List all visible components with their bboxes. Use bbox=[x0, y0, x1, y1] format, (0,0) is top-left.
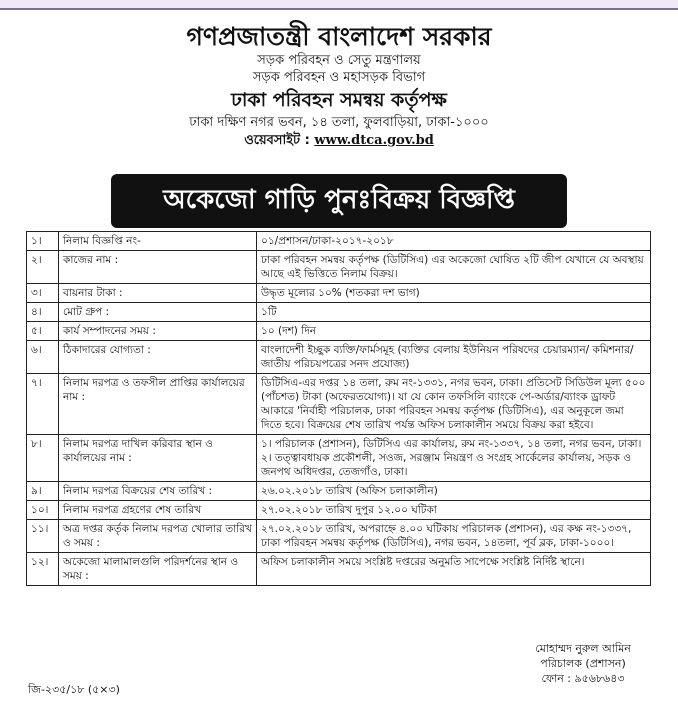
row-label: নিলাম দরপত্র বিক্রয়ের শেষ তারিখ : bbox=[59, 482, 257, 501]
government-title: গণপ্রজাতন্ত্রী বাংলাদেশ সরকার bbox=[186, 22, 492, 51]
table-row bbox=[27, 553, 651, 586]
signatory-designation: পরিচালক (প্রশাসন) bbox=[540, 657, 626, 670]
table-row bbox=[27, 232, 651, 251]
row-value: ২৭.০২.২০১৮ তারিখ, অপরাহ্নে ৪.০০ ঘটিকায় পরিচালক (প্রশাসন), এর কক্ষ নং-১৩৩৭, ঢাকা পরিবহন সমন্বয় কর্তৃপক্ষ (ডিটিসিএ), নগর ভবন, ১৪তলা, পূর্ব ব্লক, ঢাকা-১০০০। bbox=[257, 520, 651, 553]
row-value: উদ্ধৃত মূল্যের ১০% (শতকরা দশ ভাগ) bbox=[257, 284, 651, 303]
website-link[interactable]: www.dtca.gov.bd bbox=[314, 133, 434, 148]
row-number: ৩। bbox=[27, 284, 59, 303]
row-value: ২৭.০২.২০১৮ তারিখ দুপুর ১২.০০ ঘটিকা bbox=[257, 501, 651, 520]
row-value: বাংলাদেশী ইচ্ছুক ব্যক্তি/ফার্মসমূহ (ব্যক্তির বেলায় ইউনিয়ন পরিষদের চেয়ারম্যান/ কমিশনার/ জাতীয় পরিচয়পত্রের সনদ প্রযোজ্য) bbox=[257, 341, 651, 374]
table-row bbox=[27, 501, 651, 520]
row-value: ১০ (দশ) দিন bbox=[257, 322, 651, 341]
notice-details-body bbox=[27, 232, 651, 586]
row-value: ২৬.০২.২০১৮ তারিখ (অফিস চলাকালীন) bbox=[257, 482, 651, 501]
row-label: নিলাম দরপত্র দাখিল করিবার স্থান ও কার্যালয়ের নাম : bbox=[59, 435, 257, 482]
row-label: মোট গ্রুপ : bbox=[59, 303, 257, 322]
row-label: কাজের নাম : bbox=[59, 251, 257, 284]
table-row bbox=[27, 374, 651, 435]
notice-details-table bbox=[26, 231, 651, 586]
division-name: সড়ক পরিবহন ও মহাসড়ক বিভাগ bbox=[252, 70, 426, 85]
table-row bbox=[27, 341, 651, 374]
row-label: অকেজো মালামালগুলি পরিদর্শনের স্থান ও সময় : bbox=[59, 553, 257, 586]
row-value: ডিটিসিএ-এর দপ্তর ১৪ তলা, রুম নং-১৩৩১, নগর ভবন, ঢাকা। প্রতিসেট সিডিউল মূল্য ৫০০ (পাঁচশত) টাকা (অফেরতযোগ্য)। যা যে কোন তফসিলি ব্যাংকে পে-অর্ডার/ব্যাংক ড্রাফট আকারে 'নির্বাহী পরিচালক, ঢাকা পরিবহন সমন্বয় কর্তৃপক্ষ (ডিটিসিএ), এর অনুকূলে জমা দিতে হবে। বিক্রয়ের শেষ তারিখ পর্যন্ত অফিস চলাকালীন সময়ে বিক্রয় করা হইবে। bbox=[257, 374, 651, 435]
signatory-phone: ফোন : ৯৫৬৮৬৪৩ bbox=[541, 672, 625, 685]
row-value: ১। পরিচালক (প্রশাসন), ডিটিসিএ এর কার্যালয়, রুম নং-১৩৩৭, ১৪ তলা, নগর ভবন, ঢাকা। ২। তত্ত্বাবধায়ক প্রকৌশলী, সওজ, সরঞ্জাম নিয়ন্ত্রণ ও সংগ্রহ সার্কেলের কার্যালয়, সড়ক ও জনপথ অধিদপ্তর, তেজগাঁও, ঢাকা। bbox=[257, 435, 651, 482]
row-label: নিলাম দরপত্র গ্রহণের শেষ তারিখ bbox=[59, 501, 257, 520]
row-label: অত্র দপ্তর কর্তৃক নিলাম দরপত্র খোলার তারিখ ও সময় : bbox=[59, 520, 257, 553]
row-number: ৭। bbox=[27, 374, 59, 435]
table-row bbox=[27, 482, 651, 501]
row-number: ১২। bbox=[27, 553, 59, 586]
notice-title-banner: অকেজো গাড়ি পুনঃবিক্রয় বিজ্ঞপ্তি bbox=[113, 176, 565, 226]
row-value: ০১/প্রশাসন/ঢাকা-২০১৭-২০১৮ bbox=[257, 232, 651, 251]
row-number: ৫। bbox=[27, 322, 59, 341]
table-row bbox=[27, 435, 651, 482]
row-value: অফিস চলাকালীন সময়ে সংশ্লিষ্ট দপ্তরের অনুমতি সাপেক্ষে সংশ্লিষ্ট নির্দিষ্ট স্থানে। bbox=[257, 553, 651, 586]
row-label: নিলাম বিজ্ঞপ্তি নং- bbox=[59, 232, 257, 251]
signature-block bbox=[498, 641, 668, 686]
authority-name: ঢাকা পরিবহন সমন্বয় কর্তৃপক্ষ bbox=[231, 89, 447, 111]
signatory-name: মোহাম্মদ নুরুল আমিন bbox=[535, 642, 631, 655]
website-label: ওয়েবসাইট : bbox=[244, 133, 310, 148]
row-number: ১। bbox=[27, 232, 59, 251]
table-row bbox=[27, 251, 651, 284]
row-label: বায়নার টাকা : bbox=[59, 284, 257, 303]
website-line bbox=[0, 132, 678, 150]
row-label: ঠিকাদারের যোগ্যতা : bbox=[59, 341, 257, 374]
row-label: কার্য সম্পাদনের সময় : bbox=[59, 322, 257, 341]
ministry-name: সড়ক পরিবহন ও সেতু মন্ত্রণালয় bbox=[257, 53, 421, 68]
row-number: ১০। bbox=[27, 501, 59, 520]
table-row bbox=[27, 520, 651, 553]
authority-address: ঢাকা দক্ষিণ নগর ভবন, ১৪ তলা, ফুলবাড়িয়া, ঢাকা-১০০০ bbox=[189, 115, 489, 130]
row-number: ১১। bbox=[27, 520, 59, 553]
table-row bbox=[27, 322, 651, 341]
row-label: নিলাম দরপত্র ও তফসীল প্রাপ্তির কার্যালয়ের নাম : bbox=[59, 374, 257, 435]
row-value: ১টি bbox=[257, 303, 651, 322]
row-number: ৪। bbox=[27, 303, 59, 322]
row-number: ৬। bbox=[27, 341, 59, 374]
row-number: ৯। bbox=[27, 482, 59, 501]
row-number: ৮। bbox=[27, 435, 59, 482]
row-number: ২। bbox=[27, 251, 59, 284]
notice-header bbox=[0, 22, 678, 150]
table-row bbox=[27, 284, 651, 303]
row-value: ঢাকা পরিবহন সমন্বয় কর্তৃপক্ষ (ডিটিসিএ) এর অকেজো ঘোষিত ২টি জীপ যেখানে যে অবস্থায় আছে এই ভিত্তিতে নিলাম বিক্রয়। bbox=[257, 251, 651, 284]
page-top-border bbox=[0, 0, 678, 10]
reference-number: জি-২৩৫/১৮ (৫×৩) bbox=[28, 683, 120, 696]
table-row bbox=[27, 303, 651, 322]
